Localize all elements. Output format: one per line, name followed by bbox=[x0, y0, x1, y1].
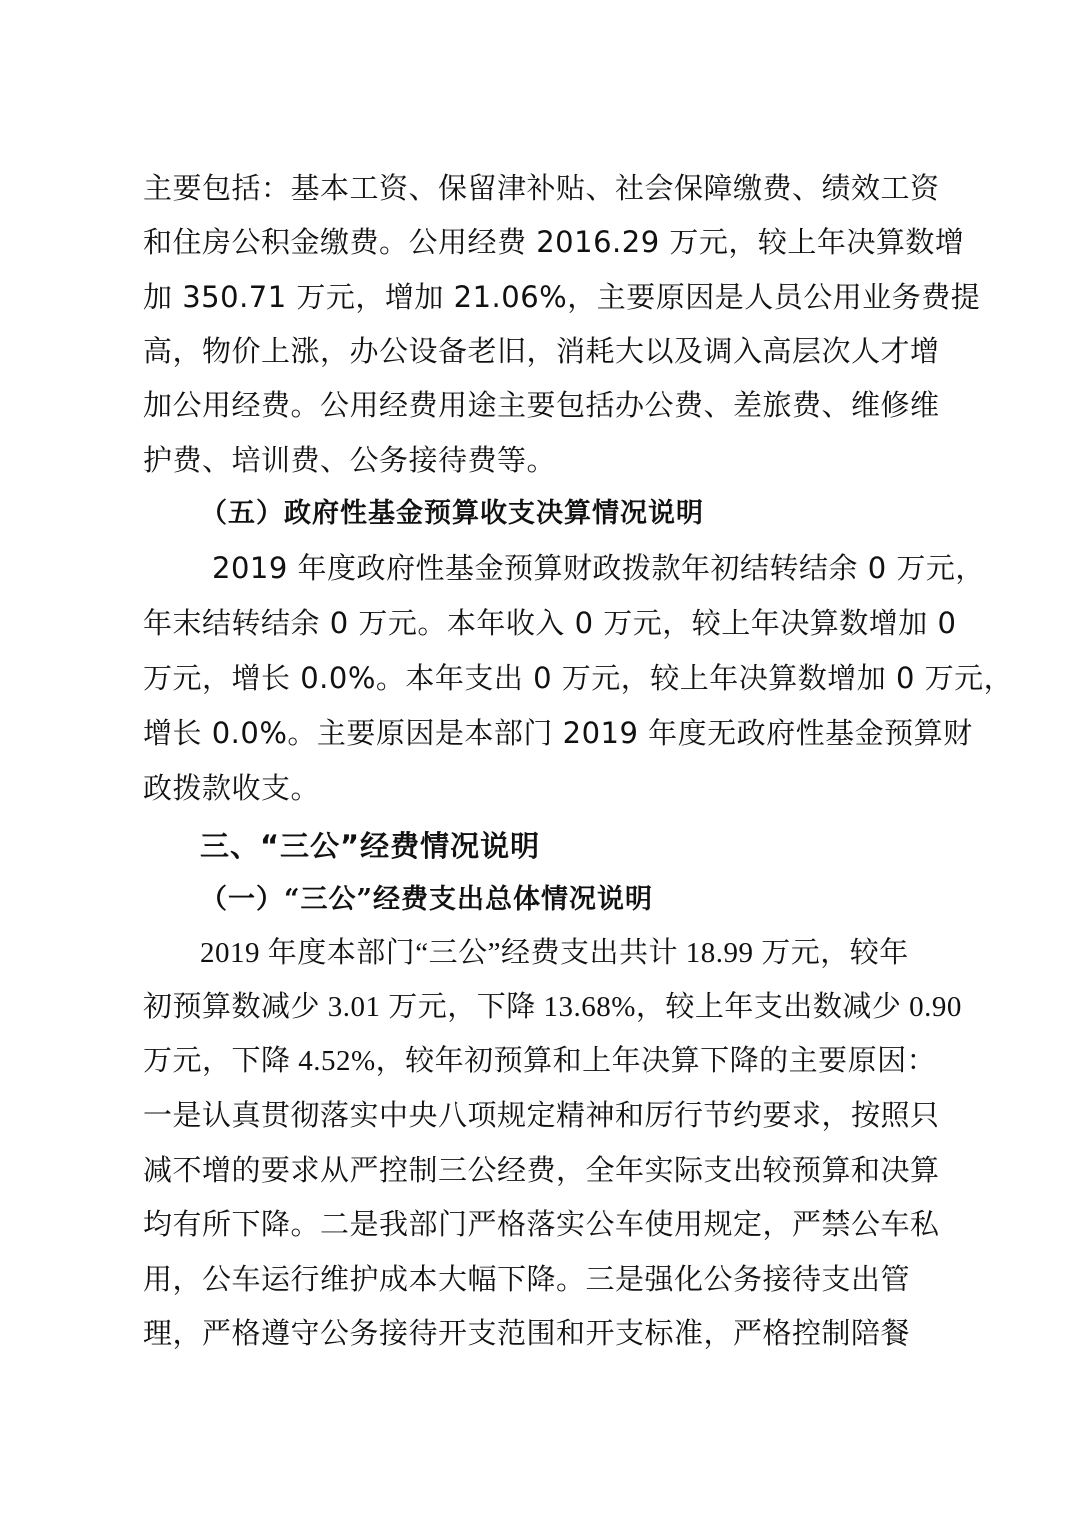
body-line: 减不增的要求从严控制三公经费，全年实际支出较预算和决算 bbox=[143, 1153, 940, 1187]
body-line: 高，物价上涨，办公设备老旧，消耗大以及调入高层次人才增 bbox=[143, 334, 940, 368]
body-line: 和住房公积金缴费。公用经费 2016.29 万元，较上年决算数增 bbox=[143, 225, 965, 259]
section-heading: （五）政府性基金预算收支决算情况说明 bbox=[200, 498, 704, 529]
body-line: 初预算数减少 3.01 万元，下降 13.68%，较上年支出数减少 0.90 bbox=[143, 991, 962, 1023]
body-line: 2019 年度本部门“三公”经费支出共计 18.99 万元，较年 bbox=[200, 937, 909, 969]
body-line: 万元，下降 4.52%，较年初预算和上年决算下降的主要原因： bbox=[143, 1045, 937, 1077]
body-line: 增长 0.0%。主要原因是本部门 2019 年度无政府性基金预算财 bbox=[143, 716, 973, 750]
body-line: 均有所下降。二是我部门严格落实公车使用规定，严禁公车私 bbox=[143, 1207, 940, 1241]
body-line: 一是认真贯彻落实中央八项规定精神和厉行节约要求，按照只 bbox=[143, 1098, 940, 1132]
body-line: 用，公车运行维护成本大幅下降。三是强化公务接待支出管 bbox=[143, 1262, 911, 1296]
body-line: 主要包括：基本工资、保留津补贴、社会保障缴费、绩效工资 bbox=[143, 171, 940, 205]
part-heading: 三、“三公”经费情况说明 bbox=[200, 829, 541, 863]
body-line: 2019 年度政府性基金预算财政拨款年初结转结余 0 万元， bbox=[212, 551, 985, 585]
body-line: 加 350.71 万元，增加 21.06%，主要原因是人员公用业务费提 bbox=[143, 280, 981, 314]
body-line: 万元，增长 0.0%。本年支出 0 万元，较上年决算数增加 0 万元， bbox=[143, 661, 1014, 695]
body-line: 护费、培训费、公务接待费等。 bbox=[143, 443, 557, 477]
body-line: 理，严格遵守公务接待开支范围和开支标准，严格控制陪餐 bbox=[143, 1316, 911, 1350]
body-line: 年末结转结余 0 万元。本年收入 0 万元，较上年决算数增加 0 bbox=[143, 606, 957, 640]
subsection-heading: （一）“三公”经费支出总体情况说明 bbox=[200, 884, 654, 915]
body-line: 加公用经费。公用经费用途主要包括办公费、差旅费、维修维 bbox=[143, 388, 940, 422]
body-line: 政拨款收支。 bbox=[143, 771, 321, 805]
